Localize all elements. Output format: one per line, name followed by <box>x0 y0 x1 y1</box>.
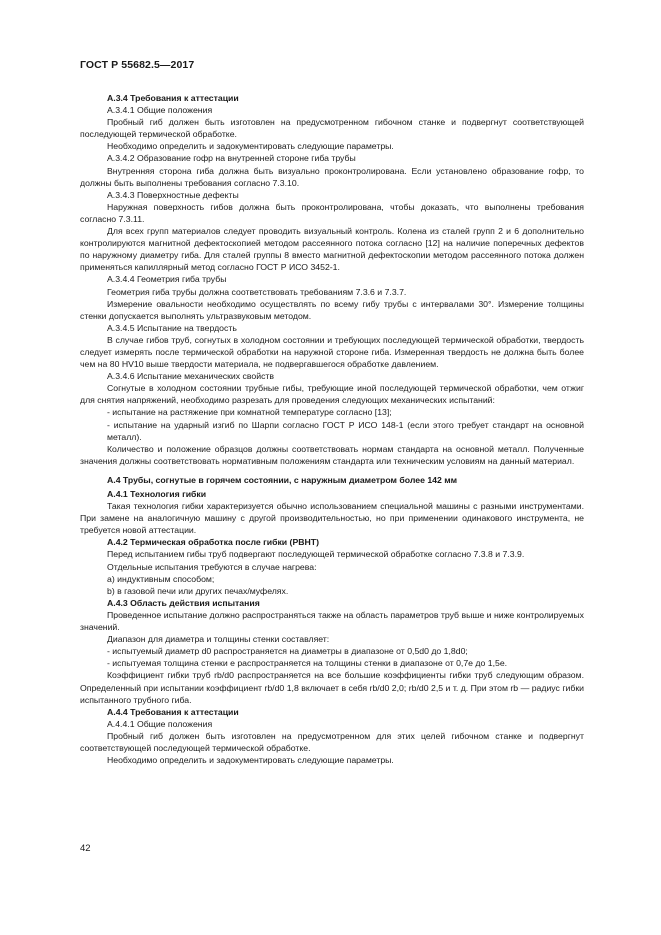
paragraph: Необходимо определить и задокументировать следующие параметры. <box>107 141 394 152</box>
paragraph: - испытание на ударный изгиб по Шарпи согласно ГОСТ Р ИСО 148-1 (если этого требует стандарт на основной металл). <box>107 419 584 442</box>
paragraph: А.4.1 Технология гибки <box>107 489 207 499</box>
document-body <box>80 92 584 766</box>
paragraph: а) индуктивным способом; <box>107 573 215 584</box>
paragraph: Пробный гиб должен быть изготовлен на предусмотренном гибочном станке и подвергнут соответствующей последующей термической обработке. <box>80 117 584 140</box>
paragraph: А.4 Трубы, согнутые в горячем состоянии, с наружным диаметром более 142 мм <box>107 474 458 485</box>
paragraph: Такая технология гибки характеризуется обычно использованием специальной машины с разными инструментами. При замене на аналогичную машину с другой производительностью, но при применении одинакового инструмента, не требуется новой аттестации. <box>80 501 584 536</box>
paragraph: А.3.4.6 Испытание механических свойств <box>107 371 275 382</box>
paragraph: А.4.4 Требования к аттестации <box>107 706 239 717</box>
paragraph: А.4.4.1 Общие положения <box>107 718 213 729</box>
paragraph: А.4.2 Термическая обработка после гибки (PBHT) <box>107 537 319 548</box>
paragraph: Измерение овальности необходимо осуществлять по всему гибу трубы с интервалами 30°. Измерение толщины стенки допускается выполнять ультразвуковым методом. <box>80 298 584 321</box>
paragraph: А.3.4.2 Образование гофр на внутренней стороне гиба трубы <box>107 153 356 164</box>
paragraph: Наружная поверхность гибов должна быть проконтролирована, чтобы доказать, что выполнены требования согласно 7.3.11. <box>80 201 584 224</box>
paragraph: b) в газовой печи или других печах/муфелях. <box>107 585 289 596</box>
paragraph: А.3.4.3 Поверхностные дефекты <box>107 189 239 200</box>
paragraph: Согнутые в холодном состоянии трубные гибы, требующие иной последующей термической обработки, чем отжиг для снятия напряжений, необходимо разрезать для проведения следующих механических испытаний: <box>80 383 584 406</box>
paragraph: Количество и положение образцов должны соответствовать нормам стандарта на основной металл. Полученные значения должны соответствовать нормативным положениям стандарта или техническим условиям на данный материал. <box>80 443 584 466</box>
paragraph: А.3.4.1 Общие положения <box>107 105 213 116</box>
paragraph: Отдельные испытания требуются в случае нагрева: <box>107 561 317 572</box>
paragraph: Внутренняя сторона гиба должна быть визуально проконтролирована. Если установлено образование гофр, то должны быть выполнены требования согласно 7.3.10. <box>80 165 584 188</box>
paragraph: В случае гибов труб, согнутых в холодном состоянии и требующих последующей термической обработки, твердость следует измерять после термической обработки на наружной стороне гиба. Измеренная твердость не должна быть более чем на 80 HV10 выше твердости материала, не подвергавшегося обработке давлением. <box>80 334 584 370</box>
paragraph: Необходимо определить и задокументировать следующие параметры. <box>107 755 394 766</box>
paragraph: - испытание на растяжение при комнатной температуре согласно [13]; <box>107 407 392 418</box>
paragraph: Диапазон для диаметра и толщины стенки составляет: <box>107 634 330 645</box>
paragraph: - испытуемый диаметр d0 распространяется на диаметры в диапазоне от 0,5d0 до 1,8d0; <box>107 646 468 657</box>
document-header: ГОСТ Р 55682.5—2017 <box>80 59 195 71</box>
page-number: 42 <box>80 843 91 854</box>
paragraph: Для всех групп материалов следует проводить визуальный контроль. Колена из сталей групп 2 и 6 дополнительно контролируются магнитной дефектоскопией методом рассеянного потока согласно [12] на наличие поперечных дефектов по наружному диаметру гиба. Для сталей группы 8 вместо магнитной дефектоскопии методом рассеянного потока должен применяться капиллярный метод согласно ГОСТ Р ИСО 3452-1. <box>80 226 584 273</box>
paragraph: Коэффициент гибки труб rb/d0 распространяется на все большие коэффициенты гибки труб следующим образом. Определенный при испытании коэффициент rb/d0 1,8 включает в себя rb/d0 2,0; rb/d0 2,5 и т. д. При этом rb — радиус гибки испытанного трубного гиба. <box>80 670 584 705</box>
paragraph: Проведенное испытание должно распространяться также на область параметров труб выше и ниже контролируемых значений. <box>80 609 584 633</box>
paragraph: А.4.3 Область действия испытания <box>107 597 260 608</box>
paragraph: Пробный гиб должен быть изготовлен на предусмотренном для этих целей гибочном станке и подвергнут соответствующей последующей термической обработке. <box>80 730 584 753</box>
paragraph: А.3.4.5 Испытание на твердость <box>107 322 237 333</box>
paragraph: А.3.4.4 Геометрия гиба трубы <box>107 274 227 285</box>
paragraph: Геометрия гиба трубы должна соответствовать требованиям 7.3.6 и 7.3.7. <box>107 286 407 297</box>
paragraph: - испытуемая толщина стенки e распространяется на толщины стенки в диапазоне от 0,7e до 1,5e. <box>107 658 508 669</box>
paragraph: А.3.4 Требования к аттестации <box>107 93 239 103</box>
paragraph: Перед испытанием гибы труб подвергают последующей термической обработке согласно 7.3.8 и 7.3.9. <box>107 549 525 560</box>
